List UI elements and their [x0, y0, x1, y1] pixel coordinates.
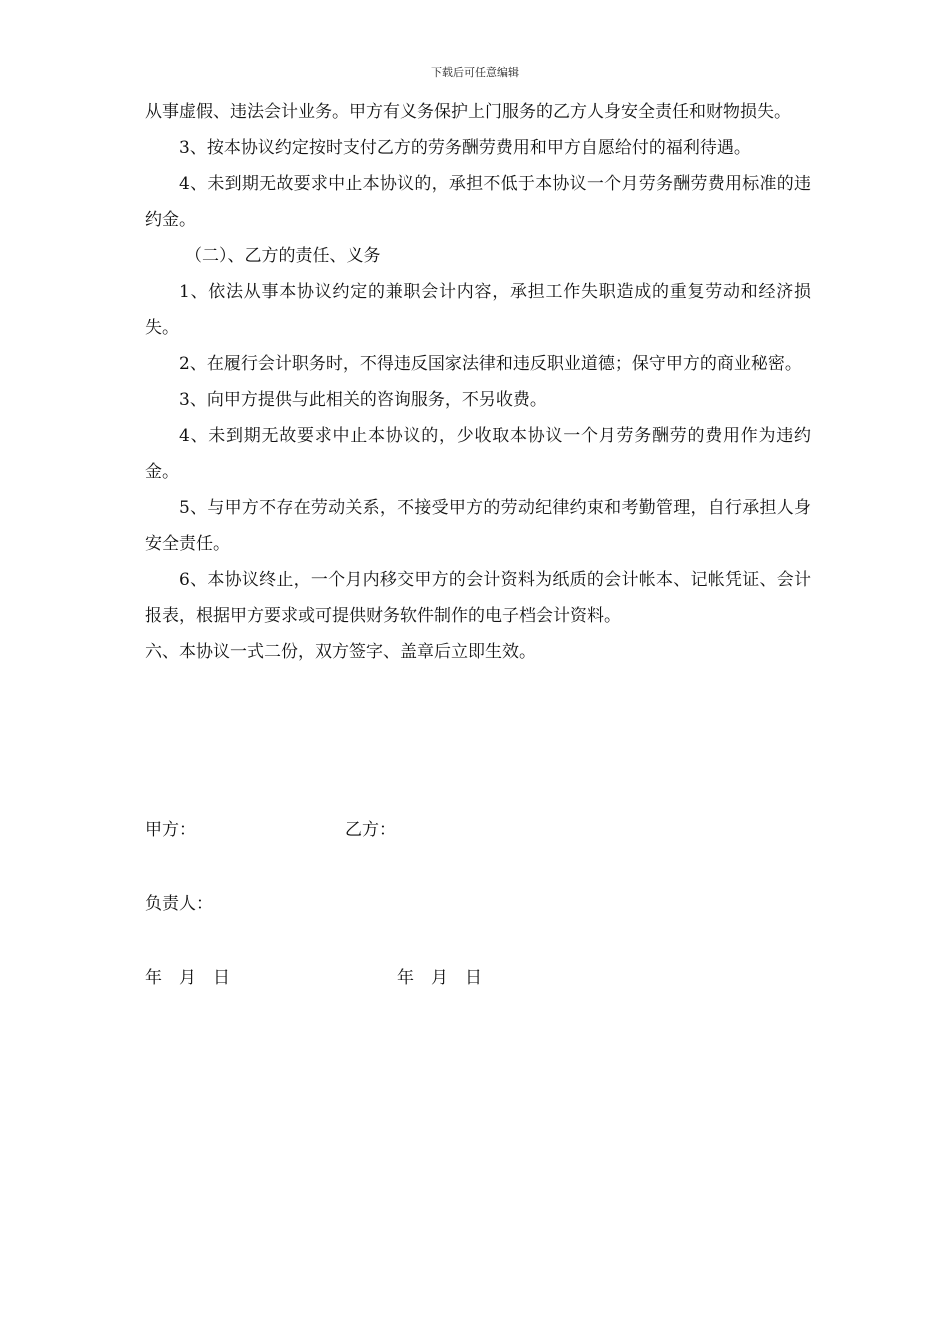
- party-b-label: 乙方：: [345, 820, 396, 840]
- paragraph-b-item-4: 4、未到期无故要求中止本协议的，少收取本协议一个月劳务酬劳的费用作为违约金。: [145, 426, 811, 482]
- paragraph-section-six: 六、本协议一式二份，双方签字、盖章后立即生效。: [145, 642, 536, 662]
- date-party-b: 年 月 日: [397, 968, 482, 988]
- date-party-a: 年 月 日: [145, 968, 230, 988]
- party-a-label: 甲方：: [145, 820, 196, 840]
- paragraph-b-item-6: 6、本协议终止，一个月内移交甲方的会计资料为纸质的会计帐本、记帐凭证、会计报表，根据甲方要求或可提供财务软件制作的电子档会计资料。: [145, 570, 811, 626]
- paragraph-b-item-2: 2、在履行会计职务时，不得违反国家法律和违反职业道德；保守甲方的商业秘密。: [179, 354, 802, 374]
- paragraph-b-item-5: 5、与甲方不存在劳动关系，不接受甲方的劳动纪律约束和考勤管理，自行承担人身安全责任。: [145, 498, 811, 554]
- paragraph-party-a-obligation-continued: 从事虚假、违法会计业务。甲方有义务保护上门服务的乙方人身安全责任和财物损失。: [145, 102, 791, 122]
- paragraph-a-item-3: 3、按本协议约定按时支付乙方的劳务酬劳费用和甲方自愿给付的福利待遇。: [179, 138, 751, 158]
- document-body: [145, 94, 811, 670]
- section-heading-party-b: （二）、乙方的责任、义务: [185, 246, 381, 266]
- paragraph-b-item-3: 3、向甲方提供与此相关的咨询服务，不另收费。: [179, 390, 547, 410]
- paragraph-b-item-1: 1、依法从事本协议约定的兼职会计内容，承担工作失职造成的重复劳动和经济损失。: [145, 282, 811, 338]
- responsible-person-label: 负责人：: [145, 894, 213, 914]
- page-header: 下载后可任意编辑: [431, 66, 519, 79]
- paragraph-a-item-4: 4、未到期无故要求中止本协议的，承担不低于本协议一个月劳务酬劳费用标准的违约金。: [145, 174, 811, 230]
